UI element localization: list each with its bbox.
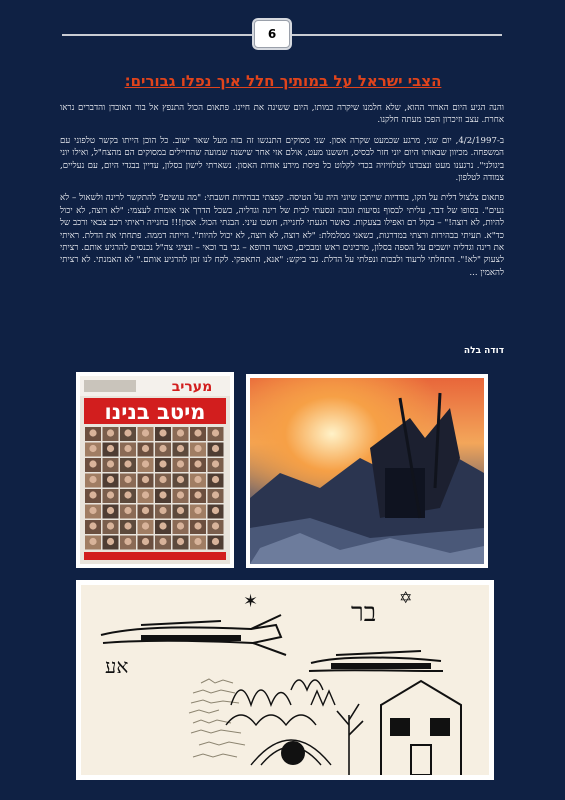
header-rule-right xyxy=(292,34,502,36)
fire-illustration xyxy=(250,378,484,564)
portrait-face xyxy=(177,522,184,529)
paragraph-1: והנה הגיע היום הארור ההוא, שלא חלמנו שיקרה כמותו, היום ששינה את חיינו. פתאום הכול התנפץ אל בור האובדן והדברים נראו אחרת. עצב וזיכרון הפכו מעתה חלקנו. xyxy=(60,103,504,126)
portrait-face xyxy=(89,476,96,483)
portrait-face xyxy=(107,491,114,498)
portrait-face xyxy=(159,429,166,436)
portrait-face xyxy=(194,522,201,529)
paragraph-3: פתאום צלצול דלית על הקו, בודדיות שייתכן שיוני היה על הטיסה. קפצתי בבהירות חשבתי: "מה עושים? להתקשר לרינה ולשאול – לא נעים". בסופו של דבר, עליתי לבסוף נסיעות וגובה ונסעתי לבית של רינה וגדליה, כשכל הדרך אני אומרת לעצמי: "לא רוצה, לא יכול להיות, לא רוצה!" – בקול רם ואפילו בצעקות. כאשר הגעתי לחנייה, חשכו עיני. הבנתי הכול. אסון!!! בחנייה ראיתי רכב צבאי ורכב של כד"א. תעיתי בבהירות ורצתי במדרגות, כשאני ממלמלת: "לא רוצה, לא רוצה, לא יכול להיות". הייתה דממה. פתחתי את הדלת. ראיתי את רינה וגדליה יושבים על הספה בסלון, מרכינים ראש ומבכים, כאשר הרופא – גבי בר וכאי – ונציגי צה"ל נכנסים להרגיע אותם. רציתי לצעוק "לא!". התחלתי לרעוד ולבכות ונפלתי על הדלת. גבי ביקש: "אנא, התאפקי. לקח לנו זמן להרגיע אותם." לא האמנתי. לא רציתי להאמין ... xyxy=(60,193,504,278)
portrait-face xyxy=(194,538,201,545)
portrait-face xyxy=(89,445,96,452)
portrait-face xyxy=(212,522,219,529)
portrait-face xyxy=(124,476,131,483)
portrait-face xyxy=(124,445,131,452)
newspaper-masthead: מעריב xyxy=(171,379,213,395)
portrait-face xyxy=(107,522,114,529)
portrait-face xyxy=(142,476,149,483)
portrait-face xyxy=(177,460,184,467)
portrait-face xyxy=(177,476,184,483)
newspaper-illustration xyxy=(80,376,230,564)
portrait-face xyxy=(124,429,131,436)
portrait-face xyxy=(142,538,149,545)
portrait-face xyxy=(142,429,149,436)
portrait-face xyxy=(194,429,201,436)
svg-text:✶: ✶ xyxy=(243,591,259,612)
portrait-face xyxy=(159,522,166,529)
portrait-face xyxy=(194,507,201,514)
portrait-face xyxy=(124,460,131,467)
page-number-badge: 6 xyxy=(254,20,290,48)
portrait-face xyxy=(212,476,219,483)
portrait-face xyxy=(177,429,184,436)
portrait-face xyxy=(159,538,166,545)
svg-text:✡: ✡ xyxy=(399,588,413,607)
portrait-face xyxy=(107,445,114,452)
article-title: הצבי ישראל על במותיך חלל איך נפלו גבורים: xyxy=(124,72,442,90)
portrait-face xyxy=(89,522,96,529)
portrait-face xyxy=(212,445,219,452)
portrait-face xyxy=(212,491,219,498)
portrait-face xyxy=(159,460,166,467)
drawing-word-2: אע xyxy=(105,654,129,678)
portrait-face xyxy=(142,460,149,467)
portrait-face xyxy=(159,507,166,514)
portrait-face xyxy=(124,491,131,498)
child-drawing xyxy=(76,580,494,780)
portrait-face xyxy=(194,491,201,498)
newspaper-photo xyxy=(76,372,234,568)
portrait-face xyxy=(142,522,149,529)
portrait-face xyxy=(159,476,166,483)
portrait-face xyxy=(212,429,219,436)
portrait-face xyxy=(124,522,131,529)
portrait-face xyxy=(124,507,131,514)
portrait-face xyxy=(89,538,96,545)
drawing-illustration xyxy=(81,585,489,775)
portrait-face xyxy=(107,429,114,436)
portrait-face xyxy=(89,460,96,467)
portrait-face xyxy=(89,507,96,514)
portrait-face xyxy=(212,538,219,545)
portrait-face xyxy=(107,538,114,545)
newspaper-headline: מיטב בנינו xyxy=(104,400,206,424)
portrait-face xyxy=(194,460,201,467)
portrait-face xyxy=(142,507,149,514)
portrait-face xyxy=(142,491,149,498)
portrait-face xyxy=(159,445,166,452)
drawing-word-1: בר xyxy=(351,598,377,628)
portrait-face xyxy=(107,460,114,467)
portrait-face xyxy=(177,491,184,498)
portrait-face xyxy=(107,476,114,483)
portrait-face xyxy=(194,476,201,483)
portrait-face xyxy=(142,445,149,452)
paragraph-2: ב-4/2/1997, יום שני, מרגע שכמעט שקרה אסון. שני מסוקים התנגשו זה בזה מעל שאר ישוב. כל הוכן הייתו בקשר טלפוני עם המשפחה. מכיוון שבאותו היום יוני חזר לבסיס, חששנו מעט, אולם אזי אחר שישנה שמועה שהחיילים במסוקים הם מהצח"ל, ואילו יוני ביגולני". נרגענו מעט ונצבדנו לטלוויזיה בכדי לקלוט כל פיסת מידע אודות האסון. נשארתי לישון בסלון, עדיין בבגדי היום, עם נעליים, צמודה לטלפון. xyxy=(60,135,504,184)
author-signature: דודה בלה xyxy=(463,346,504,356)
portrait-face xyxy=(177,507,184,514)
portrait-face xyxy=(124,538,131,545)
fire-photo xyxy=(246,374,488,568)
portrait-face xyxy=(159,491,166,498)
portrait-face xyxy=(177,445,184,452)
portrait-face xyxy=(212,460,219,467)
portrait-face xyxy=(107,507,114,514)
portrait-face xyxy=(212,507,219,514)
article-body xyxy=(60,102,504,287)
portrait-face xyxy=(89,491,96,498)
portrait-face xyxy=(89,429,96,436)
portrait-face xyxy=(177,538,184,545)
header-rule-left xyxy=(62,34,252,36)
portrait-face xyxy=(194,445,201,452)
